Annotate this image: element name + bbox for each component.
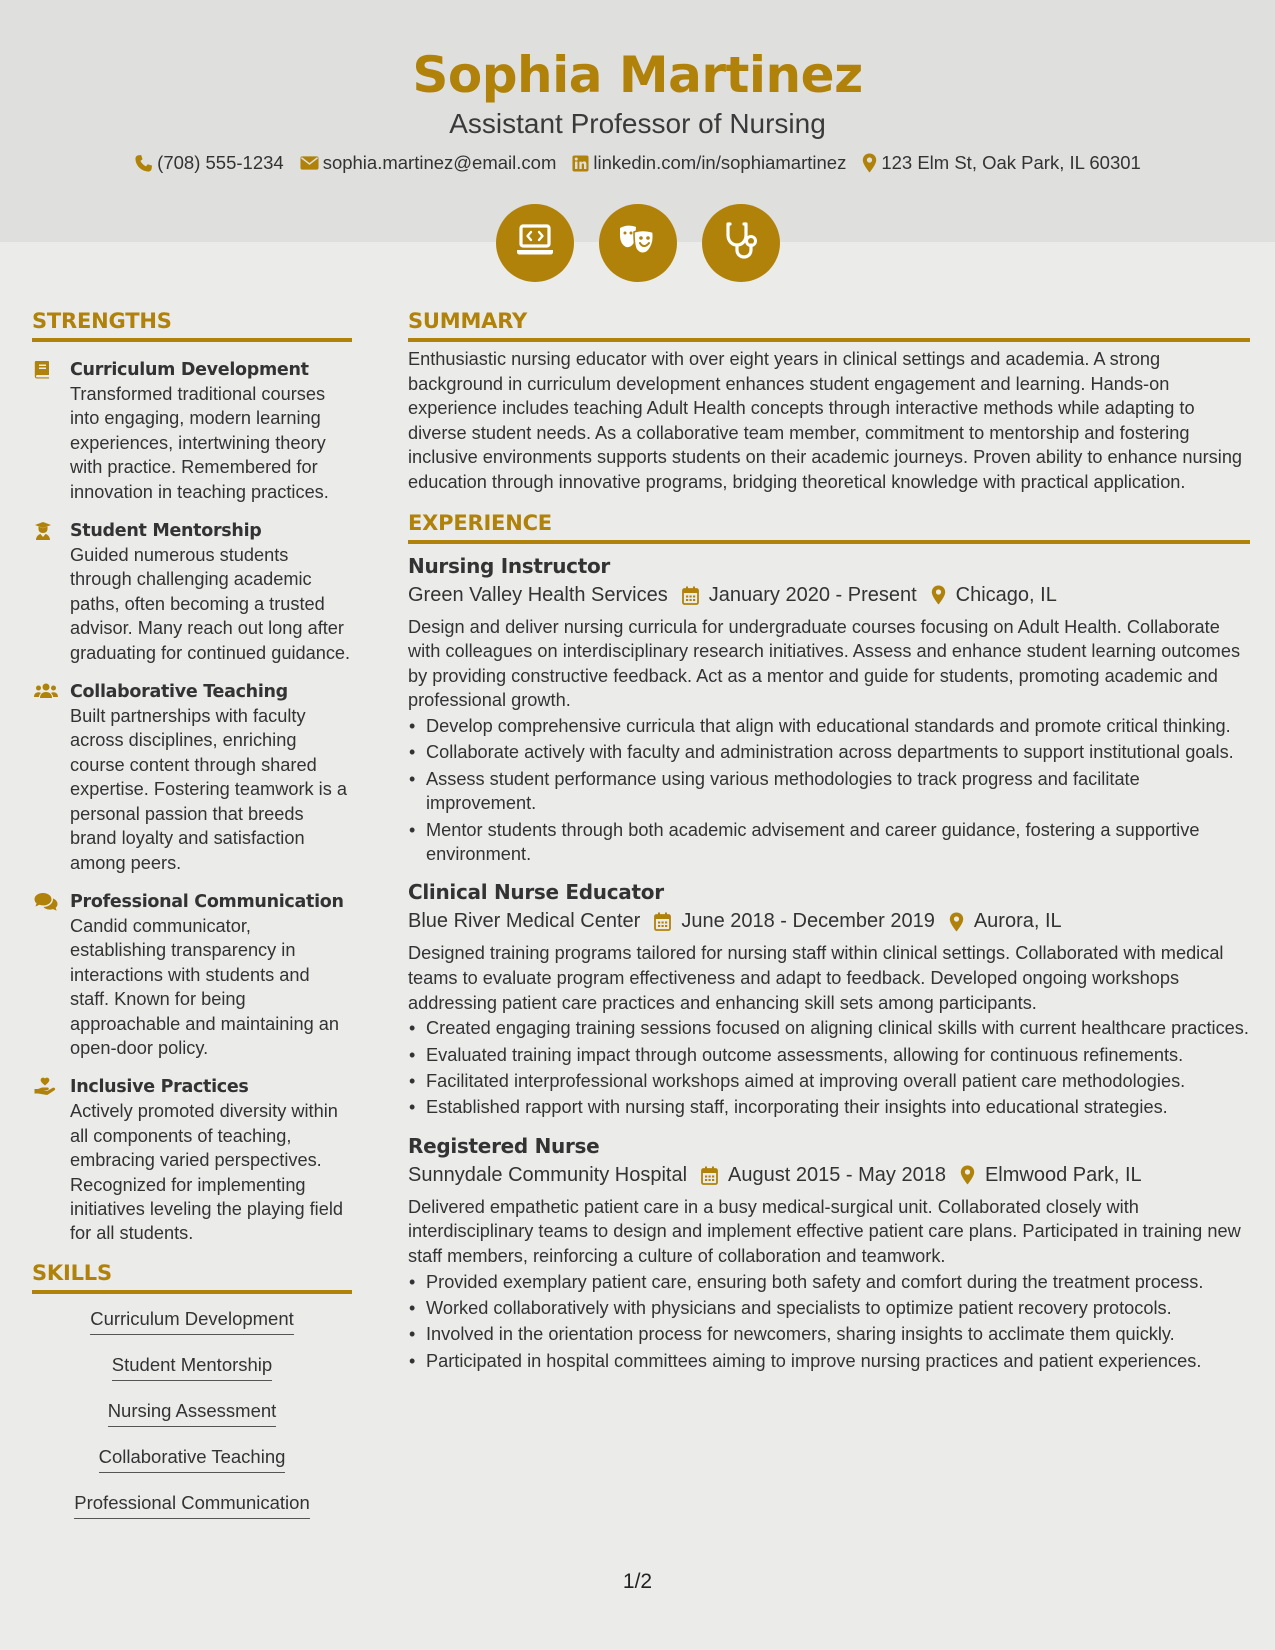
job-location <box>949 910 1062 933</box>
job-bullet: • Assess student performance using various methodologies to track progress and facilitate improvement. <box>408 767 1250 816</box>
job-bullet: • Worked collaboratively with physicians and specialists to optimize patient recovery protocols. <box>408 1296 1250 1320</box>
candidate-name: Sophia Martinez <box>412 46 863 104</box>
date-range: January 2020 - Present <box>708 583 917 606</box>
date-range: August 2015 - May 2018 <box>728 1163 946 1186</box>
strength-item <box>32 1075 352 1245</box>
candidate-title: Assistant Professor of Nursing <box>449 108 826 139</box>
strength-description: Actively promoted diversity within all components of teaching, embracing varied perspectives. Recognized for implementing initiatives leveling the playing field for all students. <box>70 1101 343 1244</box>
comments-icon <box>32 890 70 1060</box>
email-text: sophia.martinez@email.com <box>322 152 557 173</box>
job-location <box>960 1164 1142 1187</box>
skill-item: Curriculum Development <box>90 1308 294 1335</box>
summary-heading: SUMMARY <box>408 309 1250 342</box>
strength-description: Guided numerous students through challenging academic paths, often becoming a trusted advisor. Many reach out long after graduating for continued guidance. <box>70 545 351 663</box>
strength-item <box>32 680 352 875</box>
laptop-code-icon <box>515 224 555 263</box>
job-bullet: • Involved in the orientation process for newcomers, sharing insights to acclimate them quickly. <box>408 1322 1250 1346</box>
job-description: Designed training programs tailored for nursing staff within clinical settings. Collaborated with medical teams to evaluate program effectiveness and adapt to feedback. Developed ongoing workshops addressing patient care practices and enhancing skill sets among participants. <box>408 943 1224 1013</box>
job-bullets <box>408 1016 1250 1120</box>
strength-item <box>32 358 352 504</box>
left-column <box>32 309 352 1538</box>
map-pin-icon <box>931 585 946 605</box>
summary-text: Enthusiastic nursing educator with over eight years in clinical settings and academia. A strong background in curriculum development enhances student engagement and learning. Hands-on experience includes teaching Adult Health concepts through interactive methods while adapting to diverse student needs. As a collaborative team member, commitment to mentorship and fostering inclusive environments supports students on their academic journeys. Proven ability to enhance nursing education through innovative programs, bridging theoretical knowledge with practical application. <box>408 349 1243 492</box>
strength-item <box>32 890 352 1060</box>
graduate-icon <box>32 519 70 665</box>
job-bullets <box>408 1270 1250 1374</box>
job-bullet: • Evaluated training impact through outcome assessments, allowing for continuous refinements. <box>408 1043 1250 1067</box>
company-name: Green Valley Health Services <box>408 583 668 606</box>
address-text: 123 Elm St, Oak Park, IL 60301 <box>881 152 1141 173</box>
job-bullet: • Mentor students through both academic advisement and career guidance, fostering a supportive environment. <box>408 818 1250 867</box>
phone-text: (708) 555-1234 <box>157 152 284 173</box>
strengths-heading: STRENGTHS <box>32 309 352 342</box>
job-description: Delivered empathetic patient care in a busy medical-surgical unit. Collaborated closely with interdisciplinary teams to design and implement effective patient care plans. Participated in training new staff members, reinforcing a culture of collaboration and teamwork. <box>408 1196 1241 1266</box>
job-location <box>931 584 1057 607</box>
skill-item: Professional Communication <box>74 1492 309 1519</box>
strength-title: Curriculum Development <box>70 360 309 380</box>
job-bullet: • Created engaging training sessions focused on aligning clinical skills with current healthcare practices. <box>408 1016 1250 1040</box>
location-text: Elmwood Park, IL <box>984 1163 1142 1186</box>
skill-item: Collaborative Teaching <box>99 1446 286 1473</box>
job-title: Registered Nurse <box>408 1133 600 1158</box>
calendar-icon <box>682 586 699 605</box>
location-text: Chicago, IL <box>955 583 1057 606</box>
job-dates <box>682 584 917 607</box>
calendar-icon <box>701 1166 718 1185</box>
skill-item: Student Mentorship <box>112 1354 272 1381</box>
stethoscope-icon <box>723 221 759 266</box>
strength-description: Transformed traditional courses into engaging, modern learning experiences, intertwining theory with practice. Remembered for innovation in teaching practices. <box>70 384 329 502</box>
strength-description: Built partnerships with faculty across disciplines, enriching course content through shared expertise. Fostering teamwork is a personal passion that breeds brand loyalty and satisfaction among peers. <box>70 706 347 873</box>
map-pin-icon <box>960 1165 975 1185</box>
phone-icon <box>134 154 153 173</box>
contact-linkedin[interactable] <box>572 152 846 174</box>
experience-section <box>408 511 1250 1374</box>
contact-phone[interactable] <box>134 152 284 174</box>
map-pin-icon <box>862 153 877 173</box>
job-company <box>408 910 640 933</box>
skills-list <box>32 1308 352 1538</box>
contact-address[interactable] <box>862 152 1140 174</box>
job-entry <box>408 552 1250 867</box>
job-company <box>408 584 668 607</box>
strength-item <box>32 519 352 665</box>
job-meta <box>408 910 1250 933</box>
calendar-icon <box>654 912 671 931</box>
job-meta <box>408 584 1250 607</box>
users-icon <box>32 680 70 875</box>
skills-section <box>32 1261 352 1538</box>
job-meta <box>408 1164 1250 1187</box>
skills-heading: SKILLS <box>32 1261 352 1294</box>
job-bullet: • Collaborate actively with faculty and administration across departments to support institutional goals. <box>408 740 1250 764</box>
company-name: Blue River Medical Center <box>408 910 641 933</box>
job-bullets <box>408 714 1250 866</box>
job-entry <box>408 1132 1250 1373</box>
envelope-icon <box>300 155 319 171</box>
theater-masks-badge <box>599 204 677 282</box>
theater-masks-icon <box>617 223 659 264</box>
contact-bar <box>0 152 1275 174</box>
experience-heading: EXPERIENCE <box>408 511 1250 544</box>
job-bullet: • Provided exemplary patient care, ensuring both safety and comfort during the treatment process. <box>408 1270 1250 1294</box>
strength-title: Collaborative Teaching <box>70 682 288 703</box>
stethoscope-badge <box>702 204 780 282</box>
laptop-code-badge <box>496 204 574 282</box>
map-pin-icon <box>949 912 964 932</box>
job-company <box>408 1164 687 1187</box>
date-range: June 2018 - December 2019 <box>681 910 935 933</box>
job-bullet: • Facilitated interprofessional workshops aimed at improving overall patient care methodologies. <box>408 1069 1250 1093</box>
hand-holding-heart-icon <box>32 1075 70 1245</box>
page-number: 1/2 <box>622 1570 653 1593</box>
linkedin-icon <box>572 155 589 172</box>
job-dates <box>654 910 935 933</box>
job-bullet: • Established rapport with nursing staff, incorporating their insights into educational strategies. <box>408 1095 1250 1119</box>
linkedin-text: linkedin.com/in/sophiamartinez <box>593 152 847 173</box>
job-dates <box>701 1164 946 1187</box>
job-title: Nursing Instructor <box>408 553 610 578</box>
strength-description: Candid communicator, establishing transparency in interactions with students and staff. Known for being approachable and maintaining an open-door policy. <box>70 915 339 1058</box>
job-description: Design and deliver nursing curricula for undergraduate courses focusing on Adult Health. Collaborate with colleagues on interdisciplinary research initiatives. Assess and enhance student learning outcomes by providing constructive feedback. Act as a mentor and guide for students, promoting academic and professional growth. <box>408 616 1241 711</box>
job-entry <box>408 878 1250 1119</box>
book-icon <box>32 358 70 504</box>
contact-email[interactable] <box>300 152 557 174</box>
job-bullet: • Develop comprehensive curricula that align with educational standards and promote critical thinking. <box>408 714 1250 738</box>
strengths-list <box>32 358 352 1246</box>
skill-item: Nursing Assessment <box>108 1400 277 1427</box>
strength-title: Student Mentorship <box>70 521 262 542</box>
company-name: Sunnydale Community Hospital <box>408 1163 688 1186</box>
right-column <box>408 309 1250 1375</box>
location-text: Aurora, IL <box>973 910 1062 933</box>
badge-row <box>0 204 1275 282</box>
strength-title: Inclusive Practices <box>70 1077 249 1098</box>
strength-title: Professional Communication <box>70 891 344 912</box>
job-title: Clinical Nurse Educator <box>408 880 664 905</box>
job-bullet: • Participated in hospital committees aiming to improve nursing practices and patient experiences. <box>408 1349 1250 1373</box>
